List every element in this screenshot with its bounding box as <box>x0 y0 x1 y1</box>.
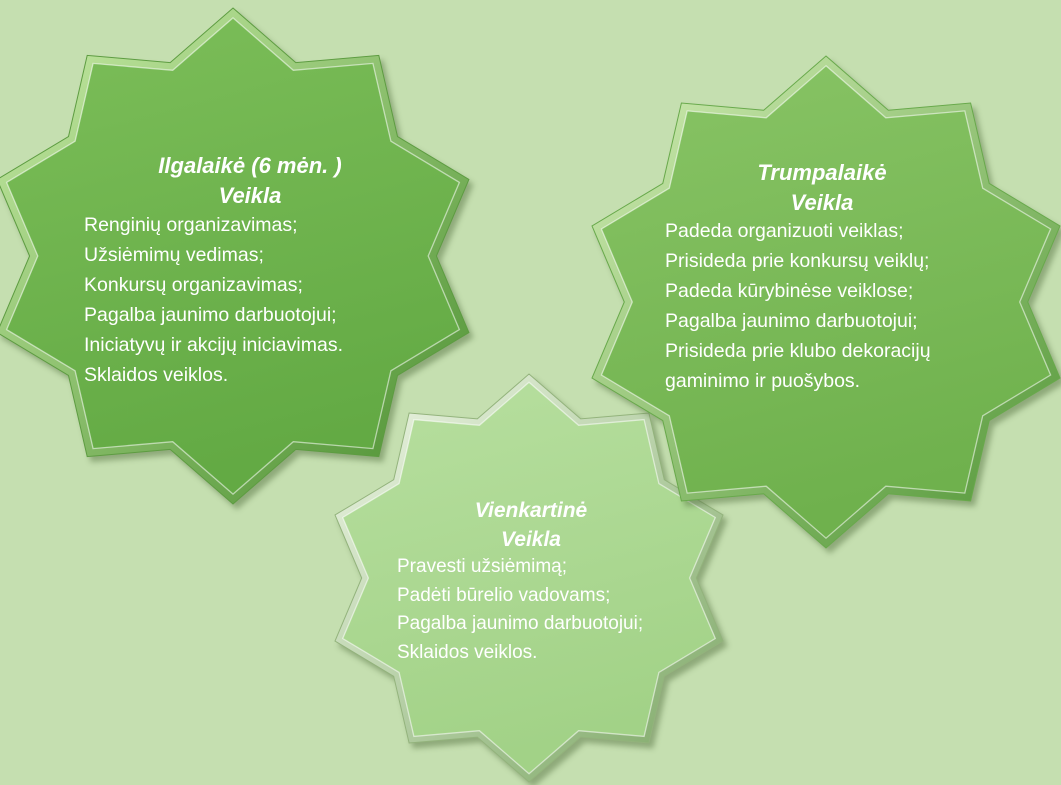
short-term-activity-list <box>665 216 979 396</box>
long-term-activity-list <box>84 210 416 390</box>
short-term-activity-title-line-1: Trumpalaikė <box>757 160 887 185</box>
activity-item: Prisideda prie klubo dekoracijų gaminimo ir puošybos. <box>665 340 931 392</box>
one-time-activity-title <box>397 496 665 554</box>
one-time-activity-list <box>397 553 665 667</box>
long-term-activity-title-line-2: Veikla <box>218 183 282 208</box>
activity-item: Renginių organizavimas; <box>84 214 298 236</box>
activity-item: Padeda kūrybinėse veiklose; <box>665 280 914 302</box>
activity-item: Pagalba jaunimo darbuotojui; <box>84 304 337 326</box>
activity-item: Padėti būrelio vadovams; <box>397 584 611 606</box>
activity-item: Konkursų organizavimas; <box>84 274 303 296</box>
long-term-activity-title <box>84 151 416 211</box>
activity-item: Pagalba jaunimo darbuotojui; <box>397 613 644 634</box>
activity-item: Prisideda prie konkursų veiklų; <box>665 250 930 272</box>
short-term-activity-title-line-2: Veikla <box>790 190 854 215</box>
activity-item: Pravesti užsiėmimą; <box>397 556 567 577</box>
activity-item: Padeda organizuoti veiklas; <box>665 220 904 242</box>
activity-item: Sklaidos veiklos. <box>84 364 229 386</box>
one-time-activity-title-line-1: Vienkartinė <box>474 499 588 522</box>
activity-item: Užsiėmimų vedimas; <box>84 244 264 266</box>
activity-item: Iniciatyvų ir akcijų iniciavimas. <box>84 334 343 356</box>
long-term-activity-title-line-1: Ilgalaikė (6 mėn. ) <box>158 153 342 178</box>
activity-item: Pagalba jaunimo darbuotojui; <box>665 310 918 332</box>
activity-item: Sklaidos veiklos. <box>397 641 538 663</box>
short-term-activity-title <box>665 158 979 218</box>
one-time-activity-title-line-2: Veikla <box>501 528 561 551</box>
